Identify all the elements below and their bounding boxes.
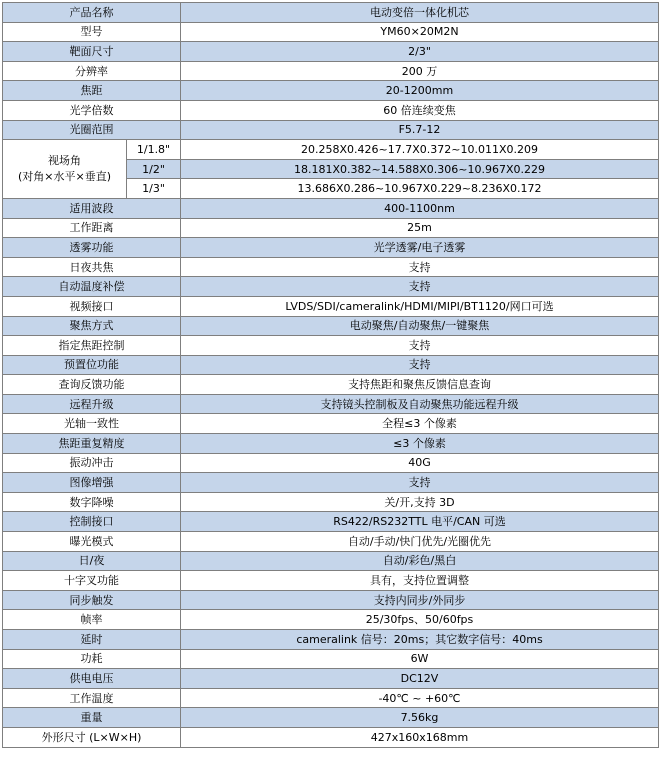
fov-sensor-size: 1/1.8" [127, 140, 181, 160]
row-value: 光学透雾/电子透雾 [181, 238, 659, 258]
table-row [3, 394, 659, 414]
table-row [3, 355, 659, 375]
table-row [3, 61, 659, 81]
row-label: 功耗 [3, 649, 181, 669]
row-value: 20-1200mm [181, 81, 659, 101]
row-value: 2/3" [181, 42, 659, 62]
table-row [3, 492, 659, 512]
fov-label-subtitle: (对角×水平×垂直) [17, 170, 112, 184]
table-row [3, 512, 659, 532]
table-row [3, 551, 659, 571]
row-value: 25/30fps、50/60fps [181, 610, 659, 630]
table-row [3, 218, 659, 238]
row-label: 图像增强 [3, 473, 181, 493]
row-value: DC12V [181, 669, 659, 689]
row-label: 延时 [3, 630, 181, 650]
row-value: 自动/彩色/黑白 [181, 551, 659, 571]
row-label: 日夜共焦 [3, 257, 181, 277]
fov-value: 13.686X0.286~10.967X0.229~8.236X0.172 [181, 179, 659, 199]
row-label: 远程升级 [3, 394, 181, 414]
row-label: 指定焦距控制 [3, 336, 181, 356]
table-row [3, 42, 659, 62]
table-row [3, 120, 659, 140]
row-value: 400-1100nm [181, 198, 659, 218]
row-value: 具有，支持位置调整 [181, 571, 659, 591]
row-label: 光圈范围 [3, 120, 181, 140]
table-row [3, 316, 659, 336]
row-label: 适用波段 [3, 198, 181, 218]
row-label: 焦距重复精度 [3, 434, 181, 454]
table-row [3, 296, 659, 316]
table-row [3, 375, 659, 395]
row-label: 分辨率 [3, 61, 181, 81]
spec-table-body [3, 3, 659, 748]
row-value: 支持 [181, 336, 659, 356]
row-label: 控制接口 [3, 512, 181, 532]
table-row [3, 688, 659, 708]
row-label: 帧率 [3, 610, 181, 630]
fov-value: 18.181X0.382~14.588X0.306~10.967X0.229 [181, 159, 659, 179]
spec-table [2, 2, 659, 748]
row-value: 60 倍连续变焦 [181, 100, 659, 120]
row-value: cameralink 信号：20ms；其它数字信号：40ms [181, 630, 659, 650]
row-value: 支持 [181, 473, 659, 493]
table-row [3, 336, 659, 356]
row-value: LVDS/SDI/cameralink/HDMI/MIPI/BT1120/网口可选 [181, 296, 659, 316]
row-value: ≤3 个像素 [181, 434, 659, 454]
row-value: 200 万 [181, 61, 659, 81]
table-row [3, 532, 659, 552]
header-value: 电动变倍一体化机芯 [181, 3, 659, 23]
row-value: 40G [181, 453, 659, 473]
table-row [3, 100, 659, 120]
row-label: 曝光模式 [3, 532, 181, 552]
row-label: 工作温度 [3, 688, 181, 708]
row-label: 供电电压 [3, 669, 181, 689]
row-label: 查询反馈功能 [3, 375, 181, 395]
table-row [3, 669, 659, 689]
row-value: 25m [181, 218, 659, 238]
row-value: F5.7-12 [181, 120, 659, 140]
row-value: 427x160x168mm [181, 727, 659, 747]
row-label: 焦距 [3, 81, 181, 101]
table-row [3, 571, 659, 591]
row-label: 外形尺寸 (L×W×H) [3, 727, 181, 747]
fov-label [3, 140, 127, 199]
row-label: 预置位功能 [3, 355, 181, 375]
row-value: YM60×20M2N [181, 22, 659, 42]
table-row [3, 414, 659, 434]
table-row [3, 453, 659, 473]
table-row [3, 473, 659, 493]
row-label: 视频接口 [3, 296, 181, 316]
row-value: -40℃ ~ +60℃ [181, 688, 659, 708]
row-value: 6W [181, 649, 659, 669]
header-label: 产品名称 [3, 3, 181, 23]
row-label: 十字叉功能 [3, 571, 181, 591]
row-label: 型号 [3, 22, 181, 42]
row-label: 聚焦方式 [3, 316, 181, 336]
table-row [3, 81, 659, 101]
row-label: 靶面尺寸 [3, 42, 181, 62]
table-row [3, 277, 659, 297]
fov-value: 20.258X0.426~17.7X0.372~10.011X0.209 [181, 140, 659, 160]
table-row [3, 590, 659, 610]
row-value: 支持焦距和聚焦反馈信息查询 [181, 375, 659, 395]
fov-sensor-size: 1/3" [127, 179, 181, 199]
row-value: 支持 [181, 277, 659, 297]
fov-sensor-size: 1/2" [127, 159, 181, 179]
table-row [3, 238, 659, 258]
table-row [3, 727, 659, 747]
table-row [3, 257, 659, 277]
row-value: 支持 [181, 355, 659, 375]
row-label: 光学倍数 [3, 100, 181, 120]
row-value: 支持 [181, 257, 659, 277]
row-value: 电动聚焦/自动聚焦/一键聚焦 [181, 316, 659, 336]
fov-label-title: 视场角 [48, 154, 81, 168]
row-label: 自动温度补偿 [3, 277, 181, 297]
table-row-header [3, 3, 659, 23]
row-value: 支持内同步/外同步 [181, 590, 659, 610]
row-label: 光轴一致性 [3, 414, 181, 434]
row-value: 自动/手动/快门优先/光圈优先 [181, 532, 659, 552]
row-label: 日/夜 [3, 551, 181, 571]
row-value: 关/开,支持 3D [181, 492, 659, 512]
table-row [3, 649, 659, 669]
table-row [3, 610, 659, 630]
table-row [3, 198, 659, 218]
row-label: 同步触发 [3, 590, 181, 610]
table-row [3, 630, 659, 650]
table-row-fov [3, 140, 659, 160]
row-label: 振动冲击 [3, 453, 181, 473]
table-row [3, 708, 659, 728]
row-value: 全程≤3 个像素 [181, 414, 659, 434]
row-label: 重量 [3, 708, 181, 728]
table-row [3, 434, 659, 454]
row-label: 数字降噪 [3, 492, 181, 512]
row-value: 7.56kg [181, 708, 659, 728]
row-value: 支持镜头控制板及自动聚焦功能远程升级 [181, 394, 659, 414]
row-label: 透雾功能 [3, 238, 181, 258]
row-value: RS422/RS232TTL 电平/CAN 可选 [181, 512, 659, 532]
table-row [3, 22, 659, 42]
row-label: 工作距离 [3, 218, 181, 238]
